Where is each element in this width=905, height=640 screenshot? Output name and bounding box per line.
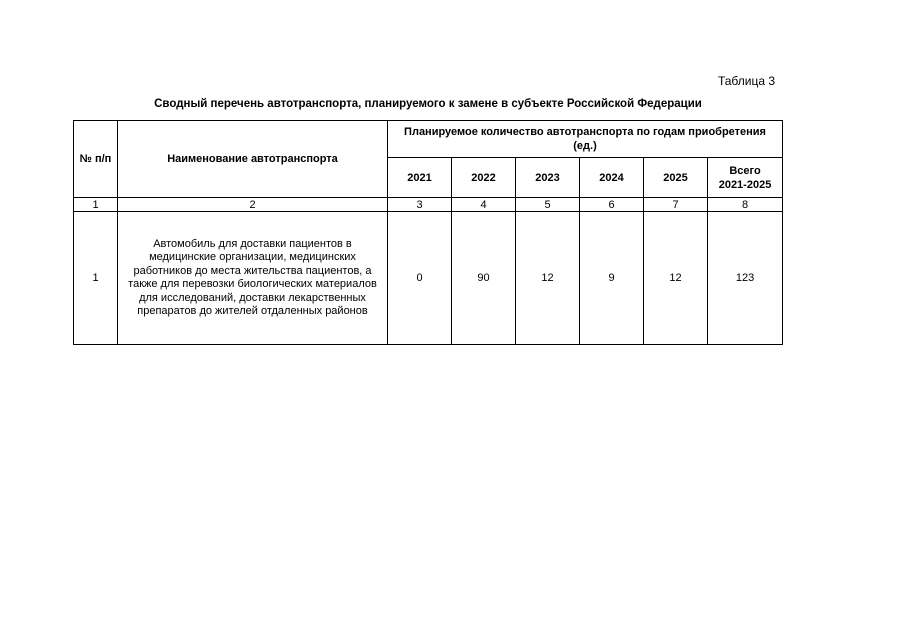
- column-number: 6: [580, 198, 644, 212]
- row-value-2023: 12: [516, 212, 580, 345]
- header-total-range: 2021-2025: [718, 178, 772, 191]
- column-number: 8: [708, 198, 783, 212]
- header-total-label: Всего: [729, 164, 761, 177]
- column-number: 1: [74, 198, 118, 212]
- table-row: [74, 212, 783, 345]
- header-year-2025: 2025: [644, 158, 708, 198]
- row-name: Автомобиль для доставки пациентов в медицинские организации, медицинских работников до места жительства пациентов, а также для перевозки биологических материалов для исследований, доставки лекарственных препаратов до жителей отдаленных районов: [118, 212, 388, 345]
- header-group: Планируемое количество автотранспорта по годам приобретения (ед.): [388, 121, 783, 158]
- column-number: 2: [118, 198, 388, 212]
- header-year-2021: 2021: [388, 158, 452, 198]
- row-value-2021: 0: [388, 212, 452, 345]
- header-year-2023: 2023: [516, 158, 580, 198]
- column-number: 7: [644, 198, 708, 212]
- column-numbers-row: [74, 198, 783, 212]
- row-total: 123: [708, 212, 783, 345]
- header-year-2024: 2024: [580, 158, 644, 198]
- row-value-2025: 12: [644, 212, 708, 345]
- column-number: 3: [388, 198, 452, 212]
- transport-table: [73, 120, 783, 345]
- header-num: № п/п: [74, 121, 118, 198]
- row-num: 1: [74, 212, 118, 345]
- header-row-1: [74, 121, 783, 158]
- row-value-2022: 90: [452, 212, 516, 345]
- table-number-label: Таблица 3: [717, 74, 775, 88]
- column-number: 5: [516, 198, 580, 212]
- header-name: Наименование автотранспорта: [118, 121, 388, 198]
- table-title: Сводный перечень автотранспорта, планируемого к замене в субъекте Российской Федерации: [154, 98, 702, 110]
- header-year-2022: 2022: [452, 158, 516, 198]
- column-number: 4: [452, 198, 516, 212]
- header-total: [708, 158, 783, 198]
- row-value-2024: 9: [580, 212, 644, 345]
